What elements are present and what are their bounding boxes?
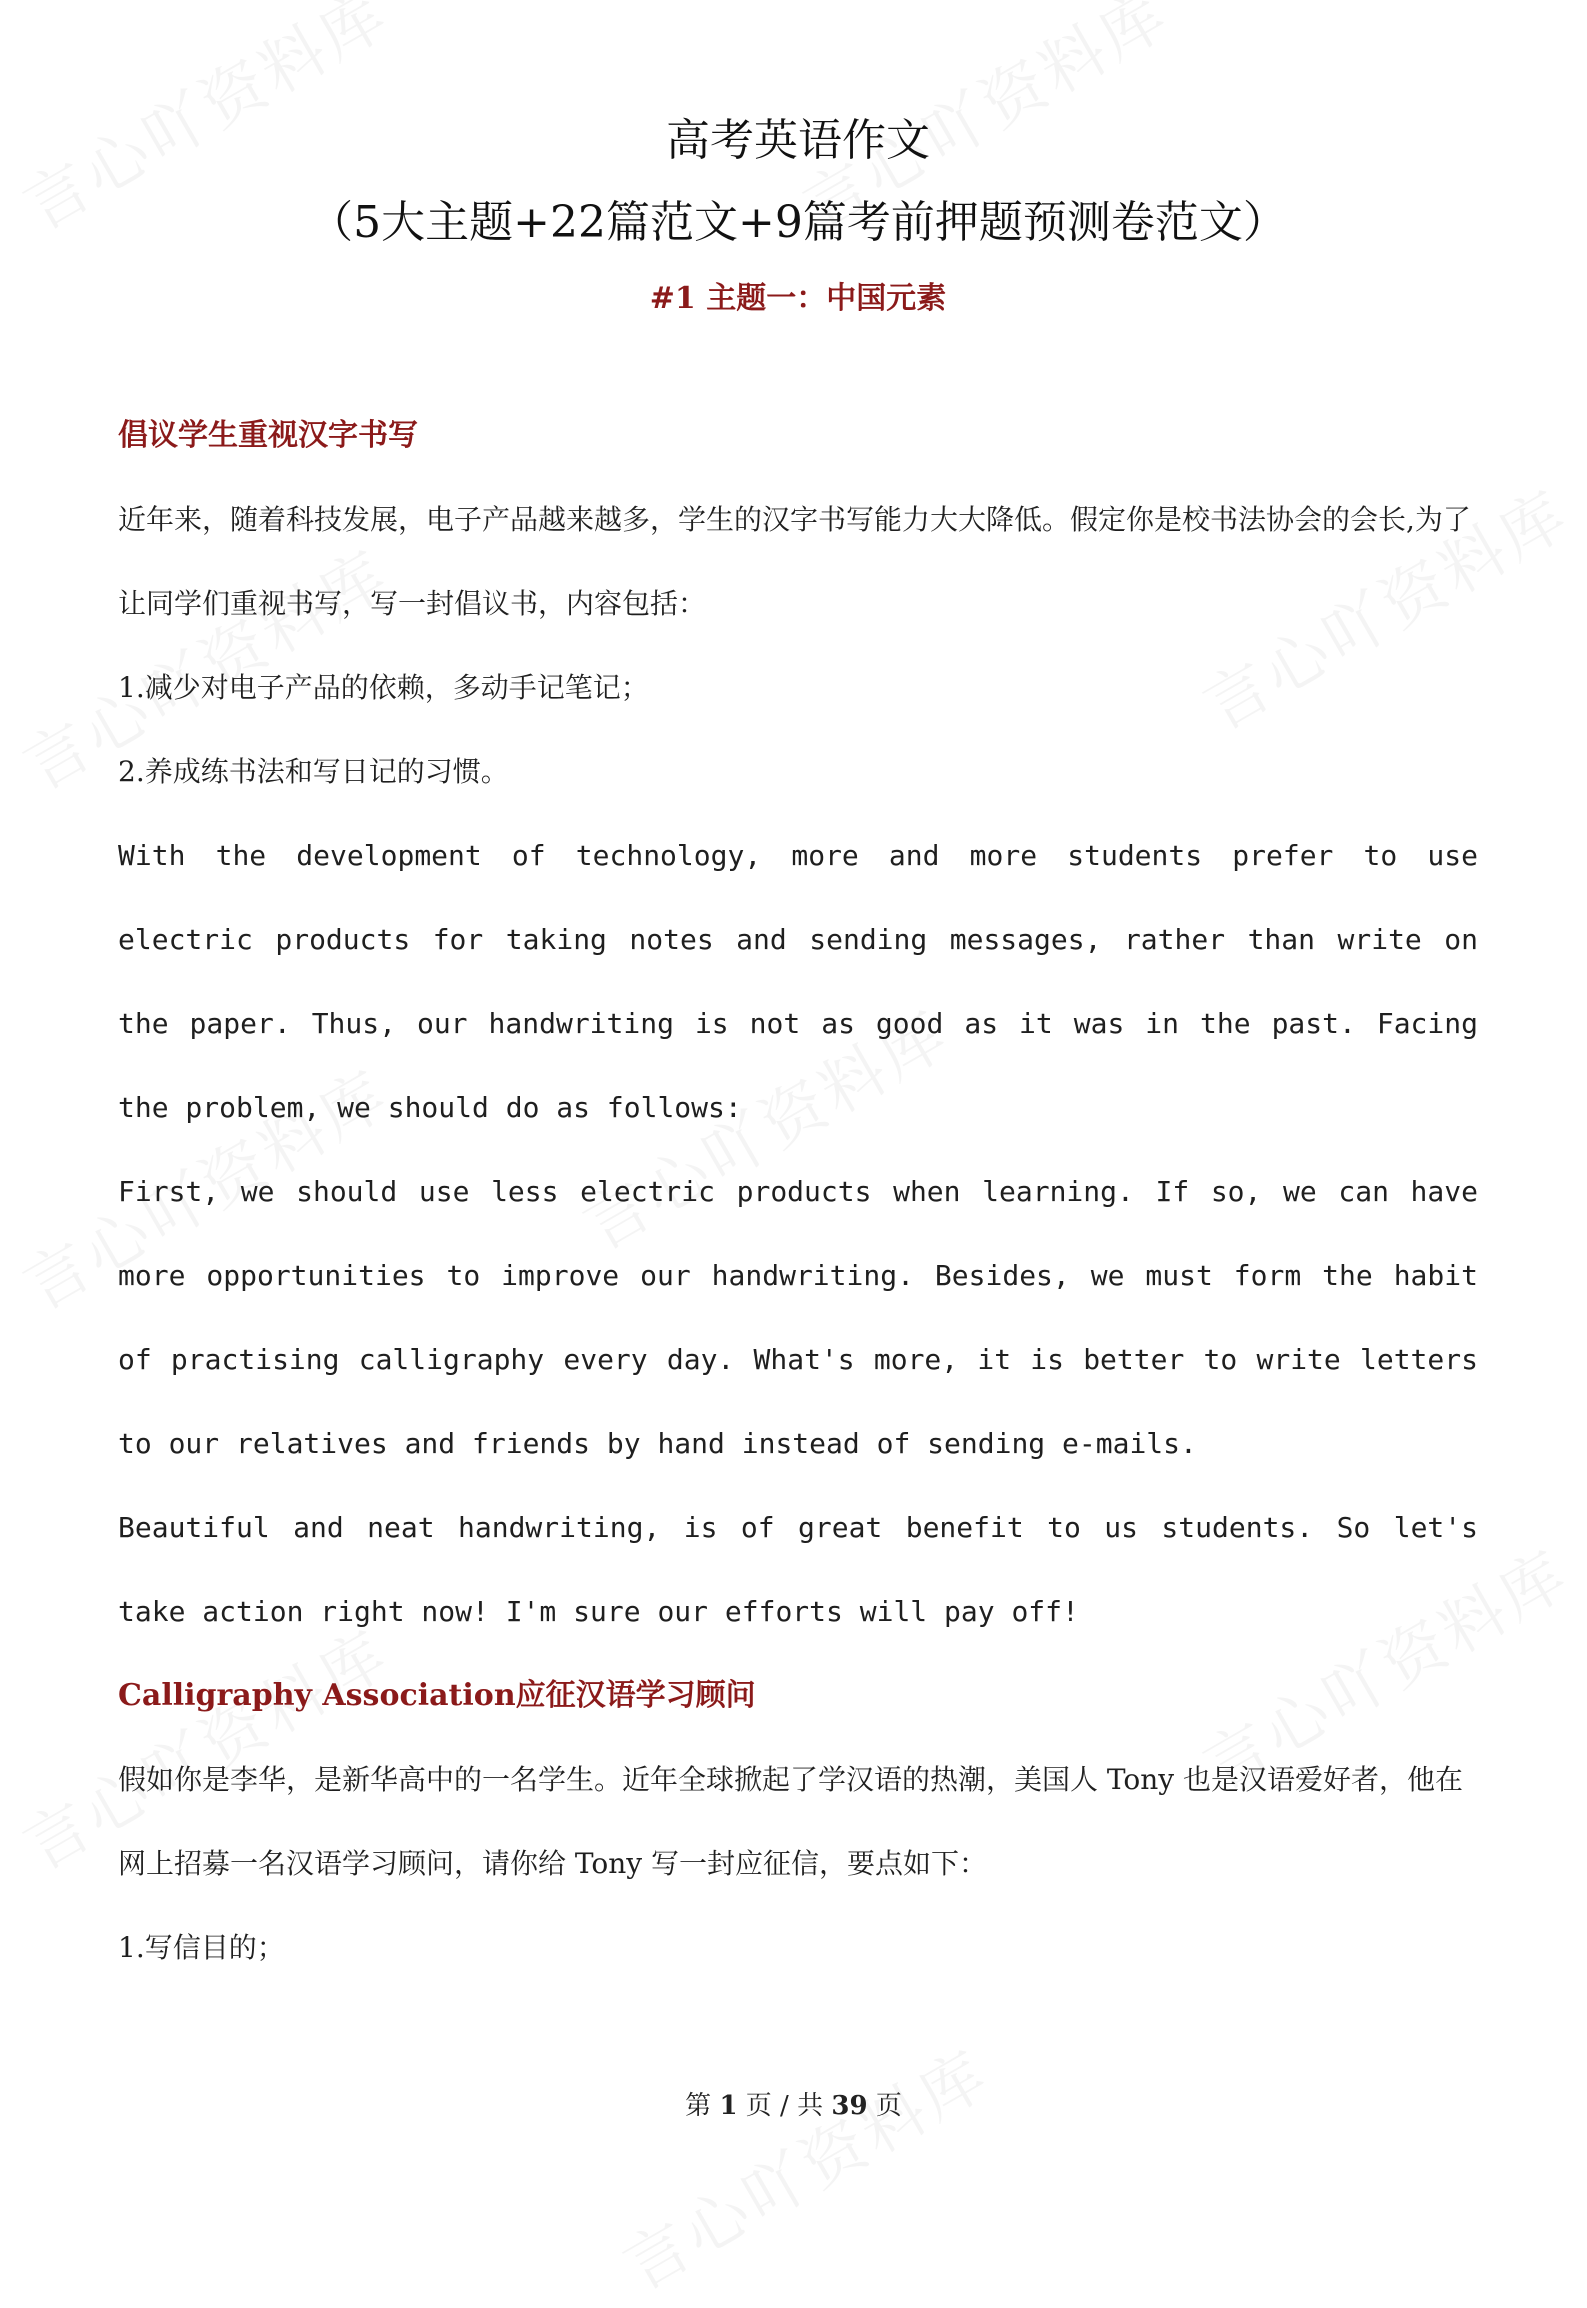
prompt-paragraph: 假如你是李华，是新华高中的一名学生。近年全球掀起了学汉语的热潮，美国人 Tony 也是汉语爱好者，他在网上招募一名汉语学习顾问，请你给 Tony 写一封应征信，要点如下：: [118, 1763, 1464, 1880]
prompt-point: 2.养成练书法和写日记的习惯。: [118, 755, 509, 788]
page-footer: [0, 2085, 1587, 2122]
prompt-point: 1.写信目的；: [118, 1931, 285, 1964]
footer-prefix: 第: [685, 2091, 712, 2121]
footer-page-number: 1: [719, 2091, 738, 2121]
prompt-point: 1.减少对电子产品的依赖，多动手记笔记；: [118, 671, 649, 704]
footer-middle: 页 / 共: [745, 2091, 824, 2121]
watermark-text: [604, 2024, 1003, 2308]
footer-total-pages: 39: [831, 2091, 868, 2121]
footer-suffix: 页: [875, 2091, 902, 2121]
document-title-subline: （5大主题+22篇范文+9篇考前押题预测卷范文）: [309, 197, 1287, 248]
document-title: 高考英语作文: [666, 115, 930, 166]
section-heading: Calligraphy Association应征汉语学习顾问: [118, 1678, 756, 1713]
essay-paragraph: First, we should use less electric products when learning. If so, we can have more opportunities to improve our handwriting. Besides, we must form the habit of practising calligraphy every day. What's more, it is better to write letters to our relatives and friends by hand instead of sending e-mails.: [118, 1175, 1478, 1460]
theme-heading: #1 主题一：中国元素: [649, 281, 947, 316]
document-page: [118, 100, 1478, 1990]
section-heading: 倡议学生重视汉字书写: [118, 418, 418, 453]
prompt-paragraph: 近年来，随着科技发展，电子产品越来越多，学生的汉字书写能力大大降低。假定你是校书法协会的会长,为了让同学们重视书写，写一封倡议书，内容包括：: [118, 503, 1471, 620]
essay-paragraph: Beautiful and neat handwriting, is of great benefit to us students. So let's take action right now! I'm sure our efforts will pay off!: [118, 1511, 1478, 1628]
essay-paragraph: With the development of technology, more and more students prefer to use electric products for taking notes and sending messages, rather than write on the paper. Thus, our handwriting is not as good as it was in the past. Facing the problem, we should do as follows:: [118, 839, 1478, 1124]
